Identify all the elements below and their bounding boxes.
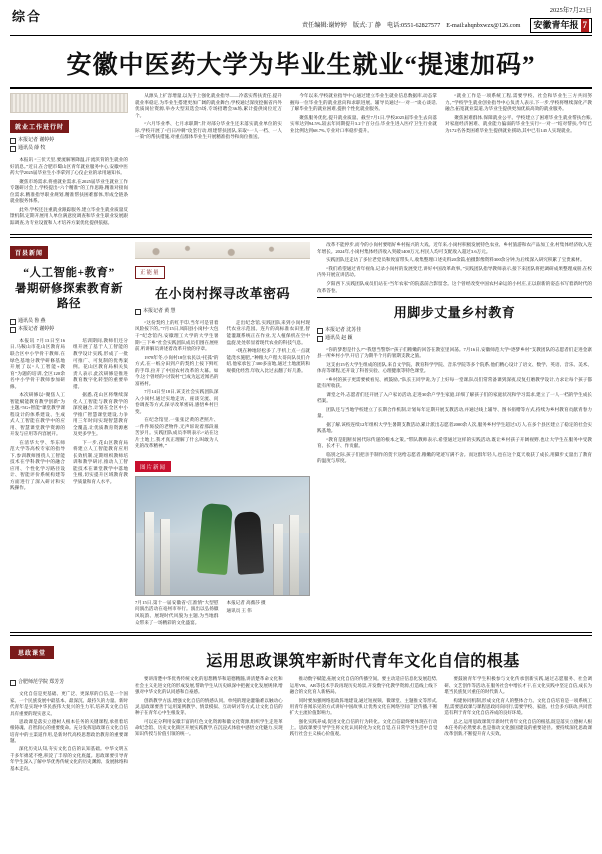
credits-row	[302, 18, 592, 34]
commentary-tag-wrap	[10, 642, 128, 660]
page-number-badge: 7	[581, 19, 590, 33]
commentary-header	[10, 642, 592, 676]
xiaogang-overflow-col	[317, 242, 592, 294]
checkbox-icon	[10, 319, 16, 325]
photo-credit-1: 本报记者 高薇莎 摄	[226, 599, 266, 605]
lead-tag-wrap	[10, 116, 128, 134]
paragraph: “乡村的孩子更需要被看见、被鼓励。”队长王同学说,为了上好每一堂课,队员们常常备课到深夜,反复打磨教学设计,力求让每个孩子都能有所收获。	[317, 376, 592, 389]
byline-row	[317, 335, 592, 343]
byline-line-1: 通讯员 鲁 燕	[18, 318, 46, 324]
paragraph: 本次研修以“聚焦人工智能赋能教育教学创新”为主题,“5G+智能”课堂教学课程设计的体系建设、生成式人工智能在教学中的应用、智慧课堂教学资源的开发与应用等内容展开。	[10, 392, 65, 437]
positive-energy-tag: 正能量	[135, 266, 165, 279]
checkbox-icon	[10, 680, 16, 686]
headline-rule	[10, 87, 592, 89]
lead-story	[10, 93, 592, 228]
paragraph: 深化历史认知,夯实文化自信的认知基础。中华文明五千多年绵延不绝,积淀了丰厚的文化底蕴。思政课要引导青年学生深入了解中华优秀传统文化的历史渊源、发展脉络和基本走向。	[10, 746, 128, 771]
newspaper-logo	[530, 18, 592, 34]
paragraph: 构建协同机制,形成文化育人的整体合力。文化自信培育是一项系统工程,需要思政课与课程思政同向同行,需要学校、家庭、社会多方联动,共同营造有利于青年文化自信养成的良好环境。	[444, 697, 593, 716]
paragraph: 在清华大学、华东师范大学等高校专家的指导下,参训教师围绕人工智能技术在学科教学中的融合应用、个性化学习路径设计、智能评价系统构建等方面进行了深入研讨和实践操作。	[10, 439, 65, 491]
byline-editor: 本报记者 谢婷婷	[18, 138, 55, 144]
commentary-tag: 思政课堂	[10, 646, 54, 659]
lead-column-2	[135, 93, 282, 228]
lead-body-columns	[135, 93, 592, 228]
credit-editor: 责任编辑:谢婷婷	[301, 21, 347, 29]
lead-headline: 安徽中医药大学为毕业生就业“提速加码”	[66, 52, 536, 80]
commentary-author: 合肥师范学院 郑芳芳	[18, 680, 65, 686]
checkbox-icon	[135, 309, 141, 315]
paragraph: 聚焦困难群体,保障就业公平。学校建立了困难毕业生就业帮扶台账,对家庭经济困难、就业能力偏弱的毕业生实行“一对一”结对帮扶,今年已为172名各类困难毕业生提供就业援助,其中已有145人实现就业。	[445, 114, 592, 133]
photo-news-block	[135, 456, 310, 627]
news-photo	[135, 476, 310, 596]
byline-reporter: 本报记者 黄 慧	[143, 308, 176, 314]
commentary-col-3	[290, 676, 438, 774]
paragraph: 下一步,花山区教育局将建立人工智能教育应用长效机制,定期组织教师培训和教学研讨,推动人工智能技术在课堂教学中落地生根,切实提升区域教育教学质量和育人水平。	[73, 439, 128, 484]
paragraph: 从源头上扩容增量,以先手上强化就业指导——冷落实帮扶责任,提升就业率稳定,为毕业生搭建更加广阔的就业舞台;学校通过深度挖掘省内外优质岗位资源,举办大型双选会5场,专场招聘会36场,累计提供岗位近万个。	[135, 93, 282, 118]
credit-phone: 电话:0551-62827577	[386, 21, 441, 29]
commentary-title-wrap	[134, 642, 592, 676]
article-divider	[317, 297, 592, 298]
credit-layout: 版式:丁 静	[352, 21, 381, 29]
paragraph: 聚焦市场需求,将重就业需求,在2025届毕业生就业工作专题研讨会上,学校提出“六个精准”的工作思路,精准对接岗位需求,精准指导职业规划,精准帮扶困难群体,形成全链条就业服务体系。	[10, 178, 128, 204]
checkbox-icon	[317, 336, 323, 342]
lead-column-4	[445, 93, 592, 228]
paragraph: 聚焦服务优化,提升就业质量。截至7月1日,学校2025届毕业生去向落实率达到94.5%,较去年同期提升3.2个百分点;毕业生进入医疗卫生行业就业比例达到68.7%,专业对口率稳步提升。	[290, 114, 437, 133]
xiaogang-col-1	[135, 320, 219, 452]
lead-column-3	[290, 93, 437, 228]
photo-performer	[197, 502, 233, 574]
byline-reporter: 通讯员 薛 牧	[18, 146, 46, 152]
paragraph: 实践团队还走访了多位老党员和致富带头人,收集整理口述史料20余篇,拍摄影像资料300余分钟,为后续深入研究积累了宝贵素材。	[326, 257, 585, 263]
checkbox-icon	[10, 146, 16, 152]
byline-row	[10, 318, 128, 326]
paragraph: 今年以来,学校就业指导中心通过建立毕业生就业信息数据库,动态掌握每一位毕业生的就业意向和求职进展。辅导员通过“一对一”谈心谈话,了解毕业生的就业困难,提供个性化就业服务。	[290, 93, 437, 112]
photo-performer	[234, 511, 264, 575]
commentary-headline: 运用思政课筑牢新时代青年文化自信的根基	[206, 653, 520, 671]
section-divider	[10, 234, 592, 238]
byline-row	[10, 679, 128, 687]
paragraph: 本报讯 “三伏天里,要流解署降温,汗流浃背的生就业的好消息。”近日,在合肥市蜀山区青年就业服务中心,安徽中医药大学2025届毕业生小李拿到了心仪企业的录用通知书。	[10, 157, 128, 176]
photo-caption: 7月15日,第十一届安徽省“江淮情”大型慰问演出活动在亳州市举行。演出以弘扬徽风皖韵、展现时代风貌为主题,为当地群众带来了一场精彩的文化盛宴。	[135, 599, 219, 625]
photo-pillar	[144, 512, 154, 595]
photo-news-tag: 图片新闻	[135, 461, 171, 472]
paragraph: 同时要加强网络思政阵地建设,通过短视频、微课堂、主题推文等形式,用青年喜闻乐见的方式讲好中国故事,让优秀文化在网络空间广泛传播,不断扩大主流价值影响力。	[289, 697, 438, 716]
photo-caption-col-1	[135, 598, 219, 627]
paragraph: 团队还与当地学校建立了长期合作机制,计划每年定期开展支教活动,并通过线上辅导、图书捐赠等方式,持续为乡村教育贡献青春力量。	[317, 406, 592, 419]
paragraph: 这支由15名大学生组成的团队,来自文学院、教育科学学院、音乐学院等多个院系,他们精心设计了语文、数学、英语、音乐、美术、体育等课程,还开设了科普实验、心理健康等特色课堂。	[317, 361, 592, 374]
checkbox-icon	[10, 138, 16, 144]
section-name: 综合	[12, 9, 43, 24]
paragraph: 要鼓励青年学生积极参与文化传承创新实践,通过志愿服务、社会调研、文艺创作等活动,在服务社会中增长才干,在文化实践中坚定自信,成长为堪当民族复兴重任的时代新人。	[444, 676, 593, 695]
masthead-right	[302, 6, 592, 33]
rural-education-headline: 用脚步丈量乡村教育	[393, 305, 516, 321]
headline-line-2: 暑期研修探索教育新路径	[15, 282, 123, 311]
photo-pillar	[273, 524, 283, 595]
paragraph: 思政课是落实立德树人根本任务的关键课程,承担着培根铸魂、启智润心的重要使命。充分发挥思政课在文化自信培育中的主渠道作用,是新时代高校思想政治教育的重要课题。	[10, 718, 128, 743]
middle-section	[10, 242, 592, 626]
paragraph: “你的梦想是什么?”“我想当警察!”孩子们稚嫩的回答在教室里回荡。7月16日,安徽师范大学“逐梦乡村”支教团队的志愿者们走进金寨县一所乡村小学,开启了为期半个月的暑期支教之旅。	[317, 346, 592, 359]
lead-byline	[10, 137, 128, 153]
paragraph: “教育是阻断贫困代际传递的根本之策。”带队教师表示,希望通过这样的实践活动,既让乡村孩子开阔视野,也让大学生在服务中受教育、长才干、作贡献。	[317, 436, 592, 449]
byline-row	[317, 327, 592, 335]
paragraph: 据悉,花山区将继续深化人工智能与教育教学的深度融合,计划在全区中小学推广智慧课堂建设,力争用三年时间实现智慧教育全覆盖,让优质教育资源惠及更多学生。	[73, 392, 128, 437]
ai-education-headline	[10, 266, 128, 313]
paragraph: 要讲清楚中华优秀传统文化的思想精华和道德精髓,讲清楚革命文化和社会主义先进文化的形成发展,帮助学生从历史纵深中把握文化发展规律,增强对中华文化的认同感和自豪感。	[135, 676, 283, 695]
commentary-byline	[10, 679, 128, 687]
byline-line-2: 通讯员 赵 颖	[325, 335, 353, 341]
byline-reporter-row	[10, 145, 128, 153]
photo-credit-2: 通讯员 王 伟	[226, 608, 252, 614]
commentary-col-2	[135, 676, 283, 774]
paragraph: 7月14日至18日,该支社会实践团队深入小岗村,通过实地走访、座谈交流、问卷调查等方式,探寻改革密码,感悟乡村巨变。	[135, 389, 219, 414]
newspaper-logo-text: 安徽青年报	[533, 19, 579, 30]
paragraph: 可以充分利用安徽丰富的红色文化资源和徽文化资源,组织学生走进革命纪念馆、历史文化街区开展实践教学,在沉浸式体验中感悟文化魅力,实现知识传授与价值引领的统一。	[135, 718, 283, 737]
paragraph: “就业工作是一项系统工程,需要学校、社会和毕业生三方共同努力。”学校学生就业创业指导中心负责人表示,下一步,学校将继续深化产教融合,拓宽就业渠道,为毕业生提供更加优质高效的就业服务。	[445, 93, 592, 112]
ai-education-col-1	[10, 338, 65, 494]
commentary-col-4	[444, 676, 592, 774]
paragraph: 夕阳西下,实践团队成员们站在“当年农家”的院落前合影留念。这个曾经改变中国农村命运的小村庄,正以崭新的姿态书写着新时代的改革答卷。	[317, 280, 592, 293]
rural-education-body	[317, 347, 592, 465]
paragraph: 在纪念馆里,一张张泛黄的老照片、一件件斑驳的老物件,无声诉说着那段艰苦岁月。实践团队成员李明表示:“站在这片土地上,我才真正理解了什么叫敢为人先的改革精神。”	[135, 417, 219, 449]
byline-editor-row	[10, 137, 128, 145]
publication-date: 2025年7月23日	[549, 7, 592, 14]
byline-line-1: 本报记者 沈苏佳	[325, 327, 362, 333]
commentary-author-column	[10, 676, 128, 774]
byline-row	[10, 326, 128, 334]
paragraph: 临别之际,孩子们把亲手制作的贺卡送给志愿者,稚嫩的笔迹写满不舍。而这群年轻人,也在这个夏天收获了成长,用脚步丈量出了教育的温度与厚度。	[317, 451, 592, 464]
paragraph: “现在种地轻松多了,手机上点一点就能浇水施肥。”种粮大户程大哥向队员们介绍,他家承包了300多亩地,通过土地流转和规模化经营,年收入比过去翻了好几番。	[226, 348, 310, 373]
paragraph: 改革不能停步,而今的小岗村要唱好乡村振兴的大戏。近年来,小岗村积极发展特色农业、乡村旅游和农产品加工业,村集体经济收入连年增长。2024年,小岗村集体经济收入突破1400万元,村民人均可支配收入超过3.6万元。	[317, 242, 592, 254]
mid-left-tag-wrap	[10, 242, 128, 260]
rural-education-article	[317, 242, 592, 626]
ai-education-article	[10, 242, 128, 626]
positive-energy-tag-wrap	[135, 261, 310, 279]
headline-line-1: “人工智能+教育”	[23, 267, 115, 280]
commentary-section	[10, 642, 592, 774]
section-divider	[10, 632, 592, 636]
rural-education-byline	[317, 327, 592, 343]
xiaogang-byline	[135, 308, 310, 316]
paragraph: 走出纪念馆,实践团队来到小岗村现代农业示范园。连片的高标准农田里,智能灌溉系统正在作业,无人植保机在空中盘旋,处处彰显着现代农业的科技气息。	[226, 319, 310, 345]
lead-left-column	[10, 93, 128, 228]
photo-caption-columns	[135, 598, 310, 627]
xiaogang-headline: 在小岗村探寻改革密码	[154, 286, 290, 302]
xiaogang-columns	[135, 320, 310, 452]
commentary-columns	[10, 676, 592, 774]
ai-education-columns	[10, 338, 128, 494]
paragraph: 强化实践养成,促进文化自信的行为转化。文化自信最终要体现在行动上。思政课要引导学生将文化认同转化为文化自觉,在日常学习生活中自觉践行社会主义核心价值观。	[289, 718, 438, 737]
xiaogang-col-2	[227, 320, 311, 452]
byline-row	[135, 308, 310, 316]
ai-education-col-2	[73, 338, 128, 494]
lead-section-tag: 就业工作进行时	[10, 120, 69, 133]
paragraph: 培训期间,教师们还分组开展了基于人工智能的教学设计实践,形成了一批可推广、可复制的优秀案例。花山区教育局相关负责人表示,此次研修是推进教育数字化转型的重要举措。	[73, 337, 128, 389]
lead-column-1	[10, 157, 128, 226]
paragraph: 课堂之外,志愿者们还开展了入户家访活动,走进30余户学生家庭,详细了解孩子们的家庭状况和学习需求,建立了一人一档的学生成长档案。	[317, 391, 592, 404]
photo-pillar	[289, 515, 299, 595]
paragraph: 总之,运用思政课筑牢新时代青年文化自信的根基,既是落实立德树人根本任务的必然要求,也是推动文化强国建设的重要途径。要持续深化思政课改革创新,不断提升育人实效。	[444, 718, 593, 737]
paragraph: “六月毕业季、七月求职期”,针对部分毕业生还未落实就业单位的实际,学校开展了“百日冲刺”攻坚行动,组建帮扶团队,采取“一人一档、一人一策”的帮扶措施,对重点群体毕业生开展精准指导和岗位推送。	[135, 121, 282, 140]
paragraph: 据了解,该校连续12年组织大学生暑期支教活动,累计派出志愿者2000余人次,服务乡村学生超过3万人,在多个县区建立了稳定的社会实践基地。	[317, 421, 592, 434]
paragraph: “这份契约上的红手印,当年可是冒着风险按下的。”7月15日,凤阳县小岗村“大包干”纪念馆内,安徽理工大学的大学生暑期“三下乡”社会实践团队成员们围在展柜前,听讲解员讲述着改革开放的序章。	[135, 319, 219, 352]
photo-pillar	[160, 519, 170, 595]
commentary-col-1	[10, 691, 128, 772]
paragraph: 文化自信是更基础、更广泛、更深厚的自信,是一个国家、一个民族发展中最基本、最深沉、最持久的力量。新时代青年是实现中华民族伟大复兴的生力军,培养其文化自信具有重要的现实意义。	[10, 691, 128, 716]
ai-education-byline	[10, 318, 128, 334]
paragraph: 此外,学校还注重就业跟踪服务,建立毕业生就业质量反馈机制,定期开展用人单位满意度调查和毕业生职业发展跟踪调查,为专业设置和人才培养方案优化提供依据。	[10, 206, 128, 225]
checkbox-icon	[10, 327, 16, 333]
paragraph: 推动数字赋能,拓展文化自信的传播空间。要主动适应信息化发展趋势,运用VR、AR等技术手段再现历史场景,开发数字化教学资源,打造线上线下融合的文化育人新格局。	[289, 676, 438, 695]
xiaogang-article	[135, 242, 310, 626]
decorative-ornament	[10, 93, 128, 113]
decorative-ornament	[135, 242, 310, 259]
masthead	[10, 6, 592, 36]
checkbox-icon	[317, 328, 323, 334]
paragraph: 1978年冬,小岗村18位农民以“托孤”的方式,在一纸分田到户的契约上按下鲜红的手印,拉开了中国农村改革的大幕。如今,这个曾经的“讨饭村”已成为远近闻名的富裕村。	[135, 354, 219, 386]
paragraph: 创新教学方法,增强文化自信的情感认同。单纯的理论灌输难以触动心灵,思政课要善于运用案例教学、情景模拟、互动研讨等方式,让文化自信的种子在青年心中生根发芽。	[135, 697, 283, 716]
paragraph: 本报讯 7月13日至16日,马鞍山市花山区教育局联合区中小学骨干教师,在绿色基地分教学研修基地开展了以“人工智能+教育”为题的培训,全区120余名中小学骨干教师参加研修。	[10, 337, 65, 389]
credit-email: E-mail:ahqnbxwzx@126.com	[446, 21, 521, 29]
county-news-tag: 百县新闻	[10, 246, 48, 259]
byline-line-2: 本报记者 谢婷婷	[18, 326, 55, 332]
photo-caption-col-2	[227, 598, 311, 627]
paragraph: “我们希望通过青年视角,记录小岗村的发展变迁,讲好中国改革故事。”实践团队指导教师表示,接下来团队将把调研成果整理成册,在校内外开展宣讲活动。	[317, 265, 592, 278]
